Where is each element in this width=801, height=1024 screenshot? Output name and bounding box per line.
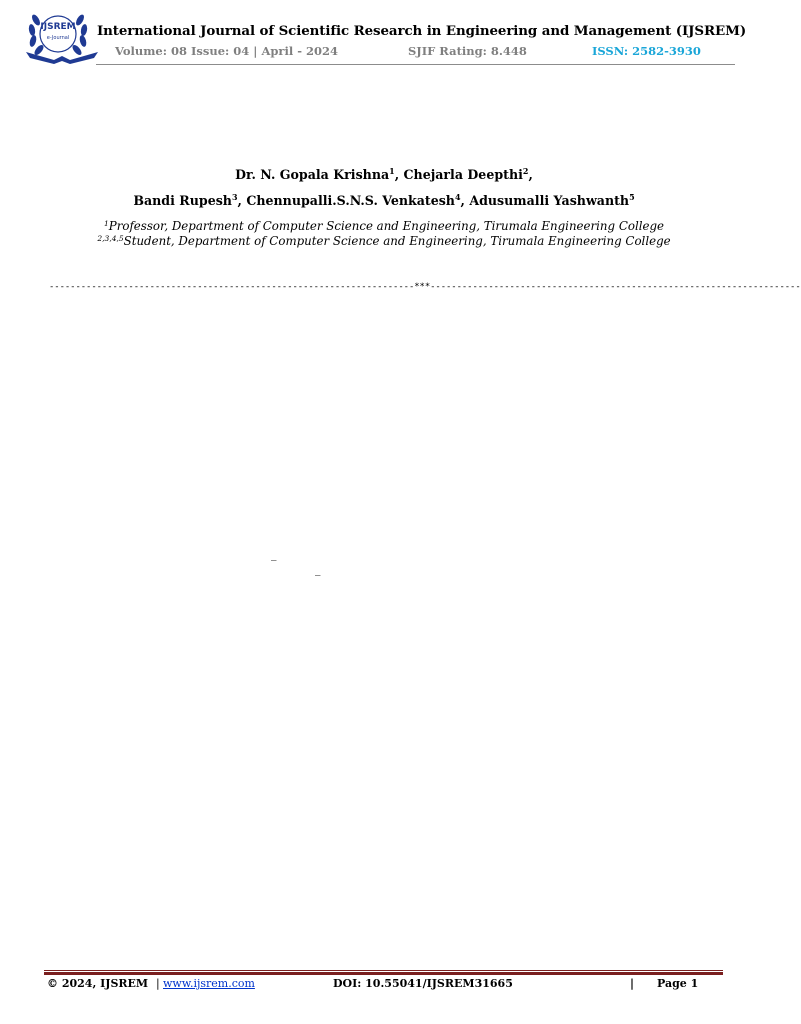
author-name: Dr. N. Gopala Krishna [235, 167, 390, 182]
author-separator: , [394, 167, 404, 182]
affiliation-sup: 1 [103, 219, 109, 228]
footer-doi: DOI: 10.55041/IJSREM31665 [333, 977, 513, 990]
footer-divider: | [630, 977, 635, 990]
author-separator: , [460, 193, 470, 208]
sjif-rating: SJIF Rating: 8.448 [408, 44, 527, 58]
website-link[interactable]: www.ijsrem.com [163, 977, 255, 990]
logo-subtext: e-Journal [46, 35, 70, 41]
affiliation-1 [0, 219, 768, 233]
author-sup: 2 [522, 166, 529, 176]
logo-text: IJSREM [40, 22, 76, 32]
author-separator: , [528, 167, 533, 182]
author-line-2 [0, 192, 768, 208]
author-sup: 4 [454, 192, 461, 202]
author-line-1 [0, 166, 768, 182]
journal-logo [24, 6, 100, 66]
affiliation-text: Professor, Department of Computer Science and Engineering, Tirumala Engineering College [108, 219, 665, 233]
section-separator: ---------------------------------------------------------------------***---------------------------------------------------------------------- [49, 282, 801, 292]
author-name: Adusumalli Yashwanth [469, 193, 630, 208]
affiliation-2 [0, 234, 768, 248]
journal-title: International Journal of Scientific Research in Engineering and Management (IJSREM) [97, 23, 747, 39]
footer-copyright: © 2024, IJSREM [47, 977, 149, 990]
author-sup: 1 [389, 166, 395, 176]
stray-mark: _ [271, 548, 277, 561]
footer-rule [44, 972, 723, 975]
author-name: Chejarla Deepthi [403, 167, 523, 182]
header-divider [96, 64, 735, 65]
footer-divider: | [156, 977, 160, 990]
author-separator: , [237, 193, 247, 208]
author-sup: 5 [629, 192, 635, 202]
volume-info: Volume: 08 Issue: 04 | April - 2024 [115, 44, 339, 58]
affiliation-sup: 2,3,4,5 [97, 234, 124, 243]
author-sup: 3 [231, 192, 238, 202]
author-name: Bandi Rupesh [133, 193, 232, 208]
page-number: Page 1 [657, 977, 699, 990]
affiliation-text: Student, Department of Computer Science and Engineering, Tirumala Engineering College [123, 234, 671, 248]
author-name: Chennupalli.S.N.S. Venkatesh [246, 193, 455, 208]
issn: ISSN: 2582-3930 [592, 44, 701, 58]
stray-mark: _ [315, 563, 321, 576]
footer-rule [44, 970, 723, 971]
